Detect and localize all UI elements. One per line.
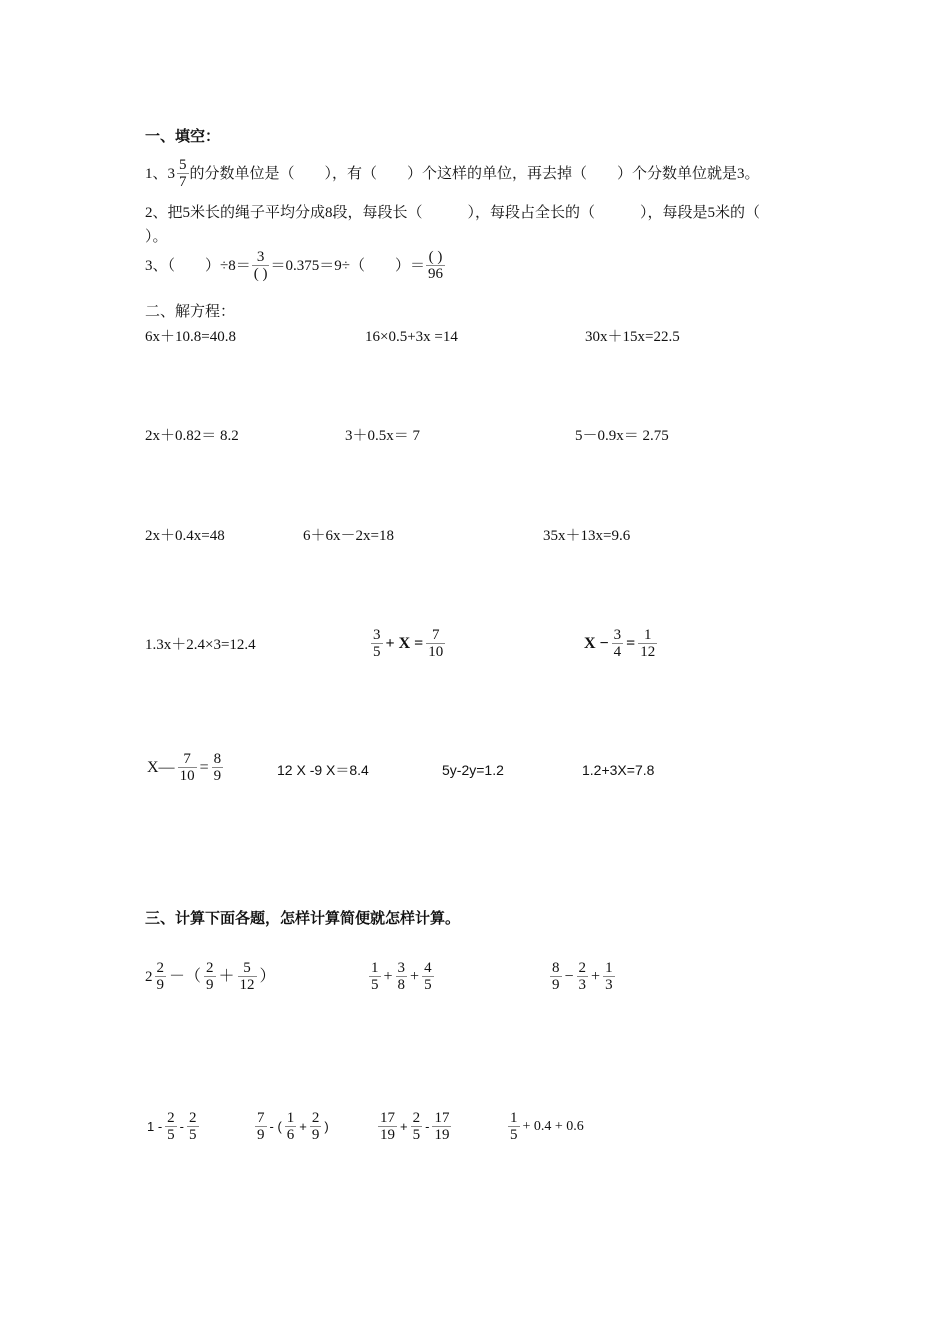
q3-frac2-den: 96 — [427, 266, 443, 282]
fraction: $\frac{3}{4}$ — [613, 627, 622, 660]
q3-frac1-den: ( ) — [253, 266, 268, 282]
fraction: $\frac{2}{9}$ — [311, 1110, 320, 1143]
equation: 2x＋0.82＝ 8.2 — [145, 428, 239, 444]
q1-fraction — [177, 157, 189, 190]
equation: 1.3x＋2.4×3=12.4 — [145, 637, 256, 653]
fraction: $\frac{7}{9}$ — [257, 1110, 265, 1143]
fraction: $\frac{2}{5}$ — [189, 1110, 197, 1143]
equation: 6x＋10.8=40.8 — [145, 329, 236, 345]
equation: 35x＋13x=9.6 — [543, 528, 631, 544]
equation-fraction: X— $\frac{7}{10}$ = $\frac{8}{9}$ — [147, 751, 222, 784]
q3-fraction-1 — [252, 249, 270, 282]
q1-prefix: 1、 — [145, 165, 168, 182]
expression: $\frac{1}{5}$ + $\frac{3}{8}$ + $\frac{4}{5}$ — [371, 960, 432, 993]
equation-fraction: $\frac{3}{5}$ + X = $\frac{7}{10}$ — [373, 627, 444, 660]
fraction: $\frac{2}{5}$ — [167, 1110, 175, 1143]
equation: 6＋6x－2x=18 — [303, 528, 394, 544]
q3-fraction-2 — [426, 249, 445, 282]
fraction: $\frac{1}{5}$ — [371, 960, 379, 993]
equation: 30x＋15x=22.5 — [585, 329, 680, 345]
fraction: $\frac{1}{12}$ — [640, 627, 656, 660]
question-1 — [145, 157, 760, 190]
expression: 2 $\frac{2}{9}$ －（ $\frac{2}{9}$ ＋ $\frac{5}{12}$ ） — [145, 960, 276, 993]
fraction: $\frac{1}{5}$ — [510, 1110, 518, 1143]
equation: 1.2+3X=7.8 — [582, 762, 655, 778]
equation-fraction: X − $\frac{3}{4}$ = $\frac{1}{12}$ — [584, 627, 656, 660]
section3-title: 三、计算下面各题，怎样计算简便就怎样计算。 — [145, 911, 461, 927]
fraction: $\frac{2}{5}$ — [412, 1110, 421, 1143]
q3-frac1-num: 3 — [252, 249, 270, 266]
fraction: $\frac{2}{9}$ — [156, 960, 164, 993]
equation: 5－0.9x＝ 2.75 — [575, 428, 669, 444]
question-3 — [145, 249, 446, 282]
fraction: $\frac{1}{6}$ — [286, 1110, 295, 1143]
equation: 2x＋0.4x=48 — [145, 528, 225, 544]
q3-part2: ＝0.375＝9÷（ ）＝ — [270, 257, 425, 274]
fraction: $\frac{17}{19}$ — [434, 1110, 450, 1143]
section2-title: 二、解方程： — [145, 304, 236, 320]
equation: 12 X -9 X＝8.4 — [277, 762, 369, 778]
fraction: $\frac{3}{5}$ — [373, 627, 381, 660]
question-2-line1: 2、把5米长的绳子平均分成8段，每段长（ ），每段占全长的（ ），每段是5米的（ — [145, 205, 761, 221]
q1-den: 7 — [179, 174, 187, 190]
fraction: $\frac{4}{5}$ — [424, 960, 432, 993]
expression: $\frac{7}{9}$ - ( $\frac{1}{6}$ + $\frac{2}{9}$ ) — [257, 1110, 329, 1143]
fraction: $\frac{2}{3}$ — [578, 960, 587, 993]
q1-num: 5 — [179, 157, 187, 173]
expression: $\frac{1}{5}$ + 0.4 + 0.6 — [510, 1110, 584, 1143]
equation: 5y-2y=1.2 — [442, 762, 504, 778]
question-2-line2: ）。 — [145, 229, 168, 245]
fraction: $\frac{2}{9}$ — [206, 960, 214, 993]
fraction: $\frac{3}{8}$ — [397, 960, 406, 993]
q3-part1: 3、（ ）÷8＝ — [145, 257, 251, 274]
fraction: $\frac{1}{3}$ — [605, 960, 613, 993]
equation: 16×0.5+3x =14 — [365, 329, 458, 345]
q1-text: 的分数单位是（ ），有（ ）个这样的单位，再去掉（ ）个分数单位就是3。 — [189, 165, 760, 182]
equation: 3＋0.5x＝ 7 — [345, 428, 421, 444]
fraction: $\frac{17}{19}$ — [380, 1110, 395, 1143]
fraction: $\frac{5}{12}$ — [239, 960, 255, 993]
expression: $\frac{17}{19}$ + $\frac{2}{5}$ - $\frac{17}{19}$ — [380, 1110, 450, 1143]
fraction: $\frac{7}{10}$ — [428, 627, 444, 660]
fraction: $\frac{7}{10}$ — [179, 751, 195, 784]
expression: 1 - $\frac{2}{5}$ - $\frac{2}{5}$ — [147, 1110, 197, 1143]
fraction: $\frac{8}{9}$ — [552, 960, 560, 993]
fraction: $\frac{8}{9}$ — [213, 751, 222, 784]
section1-title: 一、填空： — [145, 129, 221, 145]
q1-whole: 3 — [167, 165, 176, 182]
q3-frac2-num: ( ) — [426, 249, 445, 266]
expression: $\frac{8}{9}$ − $\frac{2}{3}$ + $\frac{1}{3}$ — [552, 960, 613, 993]
